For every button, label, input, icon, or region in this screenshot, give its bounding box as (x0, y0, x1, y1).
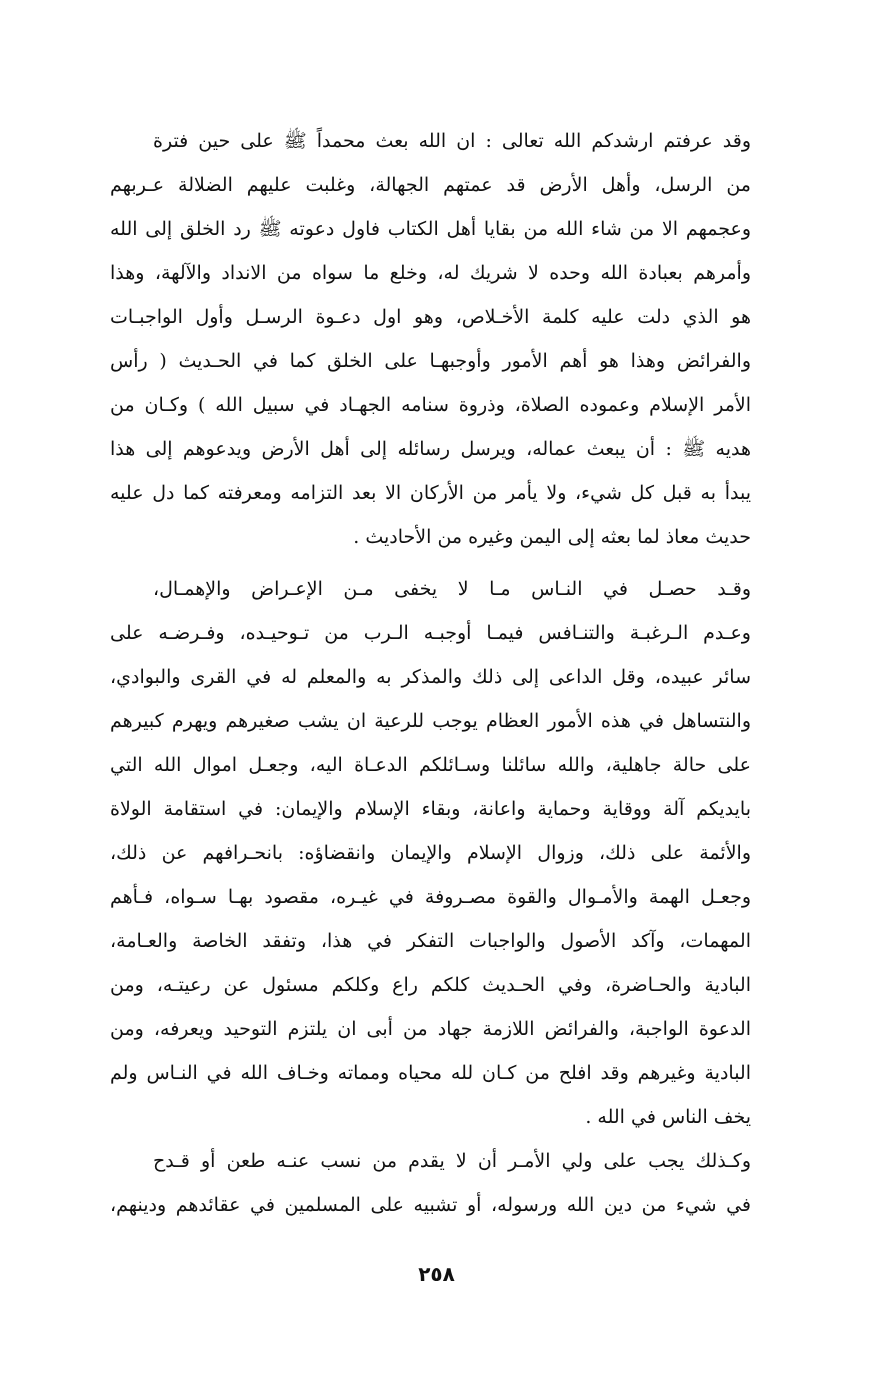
text-line: والنتساهل في هذه الأمور العظام يوجب للرعية ان يشب صغيرهم ويهرم كبيرهم (110, 710, 751, 732)
text-line: البادية والحـاضرة، وفي الحـديث كلكم راع وكلكم مسئول عن رعيتـه، ومن (110, 974, 751, 996)
text-line: حديث معاذ لما بعثه إلى اليمن وغيره من الأحاديث . (353, 526, 751, 548)
text-line: يخف الناس في الله . (585, 1106, 751, 1128)
text-line: وأمرهم بعبادة الله وحده لا شريك له، وخلع ما سواه من الانداد والآلهة، وهذا (110, 262, 751, 284)
text-line: المهمات، وآكد الأصول والواجبات التفكر في هذا، وتفقد الخاصة والعـامة، (110, 930, 751, 952)
text-line: هديه ﷺ : أن يبعث عماله، ويرسل رسائله إلى أهل الأرض ويدعوهم إلى هذا (110, 438, 751, 460)
text-line: وقد عرفتم ارشدكم الله تعالى : ان الله بعث محمداً ﷺ على حين فترة (153, 130, 751, 152)
text-line: على حالة جاهلية، والله سائلنا وسـائلكم الدعـاة اليه، وجعـل اموال الله التي (110, 754, 751, 776)
text-line: وكـذلك يجب على ولي الأمـر أن لا يقدم من نسب عنـه طعن أو قـدح (153, 1150, 751, 1172)
text-line: والفرائض وهذا هو أهم الأمور وأوجبهـا على الخلق كما في الحـديث ( رأس (110, 350, 751, 372)
text-line: وقـد حصـل في النـاس مـا لا يخفى مـن الإعـراض والإهمـال، (153, 578, 751, 600)
text-line: يبدأ به قبل كل شيء، ولا يأمر من الأركان الا بعد التزامه ومعرفته كما دل عليه (110, 482, 751, 504)
text-line: الأمر الإسلام وعموده الصلاة، وذروة سنامه الجهـاد في سبيل الله ) وكـان من (110, 394, 751, 416)
page-number: ٢٥٨ (418, 1262, 455, 1286)
text-line: وجعـل الهمة والأمـوال والقوة مصـروفة في غيـره، مقصود بهـا سـواه، فـأهم (110, 886, 751, 908)
text-line: وعجمهم الا من شاء الله من بقايا أهل الكتاب فاول دعوته ﷺ رد الخلق إلى الله (110, 218, 751, 240)
text-line: في شيء من دين الله ورسوله، أو تشبيه على المسلمين في عقائدهم ودينهم، (110, 1194, 751, 1216)
text-line: من الرسل، وأهل الأرض قد عمتهم الجهالة، وغلبت عليهم الضلالة عـربهم (110, 174, 751, 196)
text-line: البادية وغيرهم وقد افلح من كـان لله محياه ومماته وخـاف الله في النـاس ولم (110, 1062, 751, 1084)
text-line: والأئمة على ذلك، وزوال الإسلام والإيمان وانقضاؤه: بانحـرافهم عن ذلك، (110, 842, 751, 864)
text-line: الدعوة الواجبة، والفرائض اللازمة جهاد من أبى ان يلتزم التوحيد ويعرفه، ومن (110, 1018, 751, 1040)
text-line: سائر عبيده، وقل الداعى إلى ذلك والمذكر به والمعلم له في القرى والبوادي، (110, 666, 751, 688)
text-line: هو الذي دلت عليه كلمة الأخـلاص، وهو اول دعـوة الرسـل وأول الواجبـات (110, 306, 751, 328)
text-line: وعـدم الـرغبـة والتنـافس فيمـا أوجبـه الـرب من تـوحيـده، وفـرضـه على (110, 622, 751, 644)
text-line: بايديكم آلة ووقاية وحماية واعانة، وبقاء الإسلام والإيمان: في استقامة الولاة (110, 798, 751, 820)
